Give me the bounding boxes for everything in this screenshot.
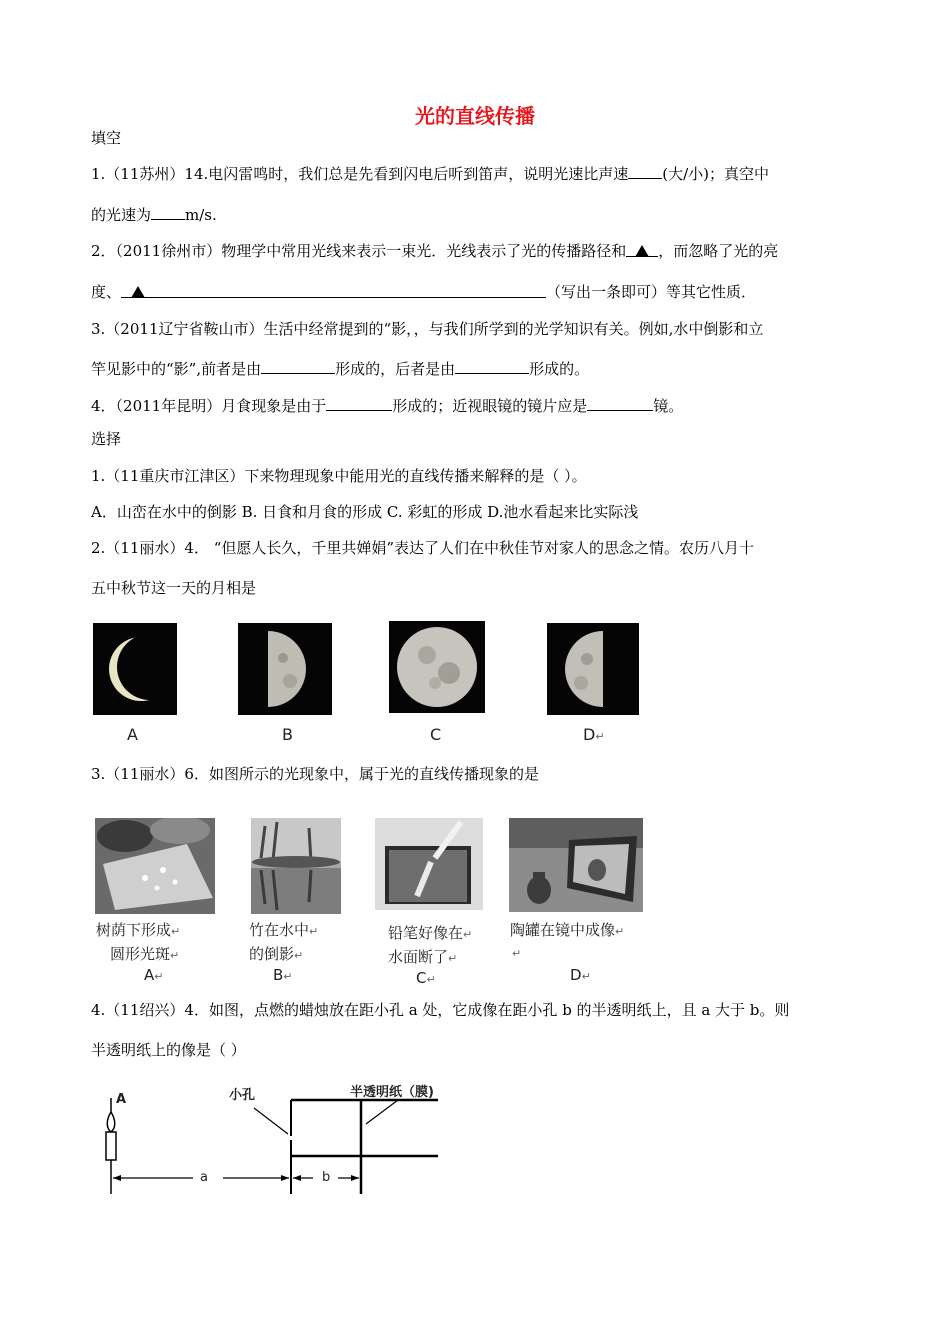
caption-b-letter: [273, 966, 293, 984]
q3-text-3: 形成的，后者是由: [335, 360, 456, 378]
caption-c-line-1: [388, 922, 472, 943]
q1-text-2: (大/小)；真空中: [662, 165, 770, 183]
triangle-icon: [635, 245, 649, 257]
q3-blank-2[interactable]: [455, 358, 529, 374]
q1-text-3: 的光速为: [91, 206, 152, 224]
caption-a-letter: [144, 966, 163, 984]
moon-label-a: A: [127, 725, 138, 744]
q4-blank-1[interactable]: [326, 395, 392, 411]
fill-question-4: [91, 395, 683, 416]
q1-text-4: m/s.: [185, 206, 217, 224]
choice-question-4-line-1: 4.（11绍兴）4．如图，点燃的蜡烛放在距小孔 a 处，它成像在距小孔 b 的半透明纸上，且 a 大于 b。则: [91, 1001, 790, 1019]
q2-text: 2．（2011徐州市）物理学中常用光线来表示一束光．光线表示了光的传播路径和: [91, 242, 627, 260]
q3-blank-1[interactable]: [261, 358, 335, 374]
page-title: 光的直线传播: [415, 104, 535, 128]
caption-c-line-2: [388, 946, 457, 967]
q2-text-4: （写出一条即可）等其它性质．: [546, 283, 757, 301]
caption-d-line-2: [512, 943, 521, 961]
choice-question-2-line-1: 2.（11丽水）4． “但愿人长久，千里共婵娟”表达了人们在中秋佳节对家人的思念之情。农历八月十: [91, 539, 755, 557]
q4-text-2: 形成的；近视眼镜的镜片应是: [392, 397, 588, 415]
return-mark-icon: ↵: [283, 970, 293, 983]
return-mark-icon: ↵: [294, 949, 304, 962]
return-mark-icon: ↵: [426, 973, 436, 986]
caption-c-letter: [416, 969, 436, 987]
pot-mirror-photo: [509, 818, 643, 912]
fill-question-2-line-1: [91, 241, 778, 261]
fill-question-3-line-1: 3.（2011辽宁省鞍山市）生活中经常提到的“影，，与我们所学到的光学知识有关。例如,水中倒影和立: [91, 320, 764, 338]
caption-d-line-1: [510, 919, 624, 940]
candle: [106, 1098, 116, 1160]
caption-b-letter-text: B: [273, 966, 284, 984]
return-mark-icon: ↵: [615, 925, 625, 938]
return-mark-icon: ↵: [463, 928, 473, 941]
pencil-in-water-photo: [375, 818, 483, 910]
fill-question-3-line-2: [91, 358, 589, 379]
choice-question-3: 3.（11丽水）6．如图所示的光现象中，属于光的直线传播现象的是: [91, 765, 539, 783]
caption-a-line-1: [96, 919, 180, 940]
bamboo-reflection-photo: [251, 818, 341, 914]
diagram-a-label: a: [200, 1170, 208, 1185]
q1-blank-2[interactable]: [151, 204, 185, 220]
caption-c-text-2: 水面断了: [388, 948, 449, 966]
q4-text-3: 镜。: [653, 397, 684, 415]
q4-blank-2[interactable]: [587, 395, 653, 411]
moon-half-right-dark-image: [547, 623, 639, 715]
triangle-icon: [131, 286, 145, 298]
return-mark-icon: ↵: [170, 949, 180, 962]
choice-question-2-line-2: 五中秋节这一天的月相是: [91, 579, 257, 597]
moon-label-d-text: D: [583, 725, 596, 744]
fill-question-1-line-1: [91, 163, 769, 184]
fill-question-1-line-2: [91, 204, 217, 225]
caption-a-text-1: 树荫下形成: [96, 921, 172, 939]
diagram-screen-label: 半透明纸（膜): [350, 1085, 434, 1100]
return-mark-icon: ↵: [448, 952, 458, 965]
q2-text-3: 度、: [91, 283, 122, 301]
caption-b-text-1: 竹在水中: [249, 921, 310, 939]
q3-text-4: 形成的。: [529, 360, 590, 378]
q4-text: 4．（2011年昆明）月食现象是由于: [91, 397, 327, 415]
caption-b-line-1: [249, 919, 318, 940]
q2-blank-1[interactable]: [626, 241, 658, 257]
diagram-candle-label: A: [116, 1092, 127, 1107]
diagram-hole-label: 小孔: [229, 1088, 256, 1103]
return-mark-icon: ↵: [171, 925, 181, 938]
caption-b-text-2: 的倒影: [249, 945, 295, 963]
caption-d-letter-text: D: [570, 966, 582, 984]
q3-text-2: 竿见影中的“影”,前者是由: [91, 360, 262, 378]
fill-question-2-line-2: [91, 282, 756, 302]
moon-label-c: C: [430, 725, 442, 744]
caption-c-letter-text: C: [416, 969, 427, 987]
moon-label-b: B: [282, 725, 293, 744]
section-fill-heading: 填空: [91, 129, 122, 147]
q2-text-2: ，而忽略了光的亮: [658, 242, 779, 260]
caption-c-text-1: 铅笔好像在: [388, 924, 464, 942]
caption-a-letter-text: A: [144, 966, 155, 984]
return-mark-icon: ↵: [309, 925, 319, 938]
caption-b-line-2: [249, 943, 303, 964]
moon-label-d: [583, 725, 605, 744]
moon-crescent-image: [93, 623, 177, 715]
q1-text: 1.（11苏州）14.电闪雷鸣时，我们总是先看到闪电后听到笛声，说明光速比声速: [91, 165, 629, 183]
section-choice-heading: 选择: [91, 430, 122, 448]
choice-question-1: 1.（11重庆市江津区）下来物理现象中能用光的直线传播来解释的是（ ）。: [91, 467, 587, 485]
return-mark-icon: ↵: [581, 970, 591, 983]
moon-half-left-dark-image: [238, 623, 332, 715]
caption-d-text-1: 陶罐在镜中成像: [510, 921, 616, 939]
q2-blank-2[interactable]: [121, 282, 546, 298]
return-mark-icon: ↵: [595, 730, 605, 743]
moon-full-image: [389, 621, 485, 713]
caption-d-letter: [570, 966, 591, 984]
choice-question-4-line-2: 半透明纸上的像是（ ）: [91, 1041, 246, 1059]
caption-a-text-2: 圆形光斑: [110, 945, 171, 963]
return-mark-icon: ↵: [512, 947, 522, 960]
choice-question-1-options: A．山峦在水中的倒影 B. 日食和月食的形成 C. 彩虹的形成 D.池水看起来比实际浅: [91, 503, 639, 521]
return-mark-icon: ↵: [154, 970, 164, 983]
tree-shade-photo: [95, 818, 215, 914]
diagram-b-label: b: [322, 1170, 331, 1185]
caption-a-line-2: [110, 943, 179, 964]
q1-blank-1[interactable]: [628, 163, 662, 179]
